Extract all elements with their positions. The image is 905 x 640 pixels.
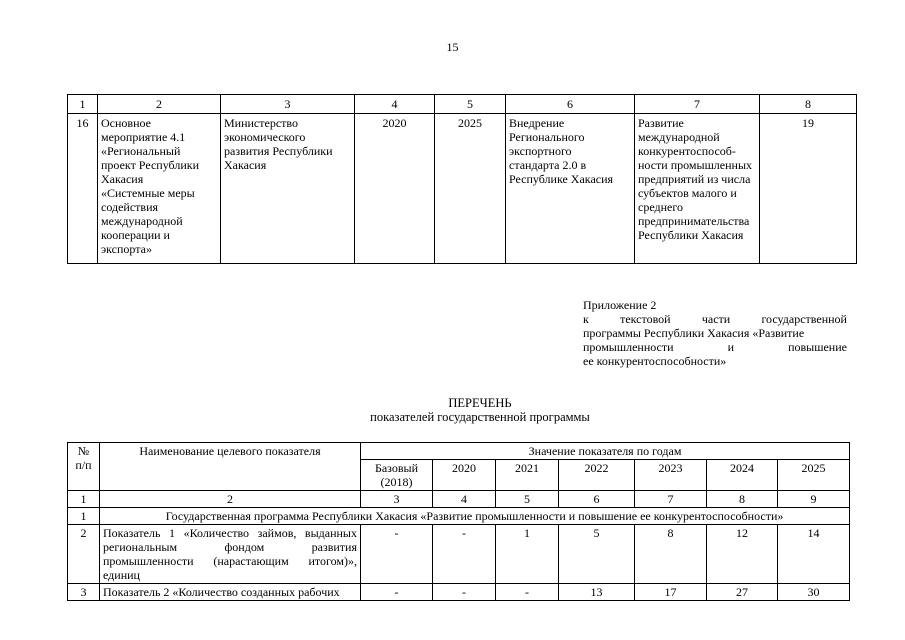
indicator-name: Показатель 2 «Количество созданных рабочих — [100, 584, 361, 601]
numbering-cell: 1 — [68, 491, 100, 508]
indicators-table — [67, 442, 850, 601]
event-line: содействия — [101, 200, 159, 214]
appendix-word: и — [727, 340, 735, 354]
events-table-header-row — [68, 95, 857, 114]
table-row — [68, 525, 850, 584]
col-name-header: Наименование целевого показателя — [100, 443, 361, 491]
indicator-value: 27 — [707, 584, 778, 601]
result-line: Внедрение — [509, 116, 565, 130]
consequence-line: Развитие — [638, 116, 684, 130]
indicator-value: 30 — [778, 584, 850, 601]
event-name — [98, 114, 221, 264]
start-year: 2020 — [355, 114, 435, 264]
row-number: 2 — [68, 525, 100, 584]
col-num-header: № п/п — [68, 443, 100, 491]
appendix-word: государственной — [761, 312, 847, 326]
header-cell: 3 — [221, 95, 355, 114]
year-header: 2023 — [635, 460, 707, 491]
result-line: стандарта 2.0 в — [509, 158, 587, 172]
year-header: 2022 — [559, 460, 635, 491]
appendix-line — [583, 312, 847, 326]
header-cell: 4 — [355, 95, 435, 114]
list-subtitle: показателей государственной программы — [370, 410, 590, 424]
event-line: экспорта» — [101, 242, 152, 256]
header-cell: 8 — [760, 95, 857, 114]
section-title: Государственная программа Республики Хакасия «Развитие промышленности и повышение ее конкурентоспособности» — [100, 508, 850, 525]
appendix-word: промышленности — [583, 340, 674, 354]
event-line: «Системные меры — [101, 186, 195, 200]
header-cell: 7 — [635, 95, 760, 114]
executor-line: экономического — [224, 130, 306, 144]
col-values-header: Значение показателя по годам — [361, 443, 850, 460]
appendix-word: текстовой — [620, 312, 671, 326]
indicator-value: 14 — [778, 525, 850, 584]
indicator-value: 17 — [635, 584, 707, 601]
indicator-value: - — [361, 525, 433, 584]
consequence-line: субъектов малого и — [638, 186, 737, 200]
appendix-line: ее конкурентоспособности» — [583, 354, 727, 368]
indicator-link: 19 — [760, 114, 857, 264]
indicator-value: - — [433, 525, 496, 584]
appendix-caption — [583, 298, 847, 368]
year-header: Базовый (2018) — [361, 460, 433, 491]
numbering-cell: 3 — [361, 491, 433, 508]
consequence-line: предприятий из числа — [638, 172, 751, 186]
executor — [221, 114, 355, 264]
event-line: «Региональный — [101, 144, 181, 158]
events-table-row — [68, 114, 857, 264]
numbering-cell: 2 — [100, 491, 361, 508]
year-header: 2021 — [496, 460, 559, 491]
numbering-row — [68, 491, 850, 508]
header-cell: 6 — [506, 95, 635, 114]
indicator-name: Показатель 1 «Количество займов, выданных региональным фондом развития промышленности (нарастающим итогом)», единиц — [100, 525, 361, 584]
consequence-line: среднего — [638, 200, 683, 214]
appendix-word: повышение — [788, 340, 847, 354]
header-cell: 1 — [68, 95, 98, 114]
numbering-cell: 7 — [635, 491, 707, 508]
event-line: Основное — [101, 116, 151, 130]
end-year: 2025 — [435, 114, 506, 264]
result-line: экспортного — [509, 144, 572, 158]
event-line: Хакасия — [101, 172, 144, 186]
year-header: 2024 — [707, 460, 778, 491]
page-number: 15 — [446, 40, 459, 54]
event-line: проект Республики — [101, 158, 200, 172]
indicator-value: 1 — [496, 525, 559, 584]
indicator-value: 8 — [635, 525, 707, 584]
row-number: 3 — [68, 584, 100, 601]
numbering-cell: 5 — [496, 491, 559, 508]
indicator-value: 5 — [559, 525, 635, 584]
appendix-line: Приложение 2 — [583, 298, 657, 312]
event-line: мероприятие 4.1 — [101, 130, 186, 144]
year-header: 2025 — [778, 460, 850, 491]
executor-line: развития Республики — [224, 144, 333, 158]
appendix-word: к — [583, 312, 589, 326]
event-line: кооперации и — [101, 228, 170, 242]
table-row — [68, 584, 850, 601]
executor-line: Министерство — [224, 116, 298, 130]
row-number: 16 — [68, 114, 98, 264]
section-row — [68, 508, 850, 525]
executor-line: Хакасия — [224, 158, 267, 172]
appendix-line: программы Республики Хакасия «Развитие — [583, 326, 805, 340]
appendix-line — [583, 340, 847, 354]
consequences — [635, 114, 760, 264]
numbering-cell: 8 — [707, 491, 778, 508]
expected-result — [506, 114, 635, 264]
result-line: Регионального — [509, 130, 585, 144]
indicator-value: - — [496, 584, 559, 601]
indicators-header-row — [68, 443, 850, 460]
appendix-word: части — [701, 312, 731, 326]
events-table — [67, 94, 857, 264]
numbering-cell: 6 — [559, 491, 635, 508]
consequence-line: конкурентоспособ- — [638, 144, 736, 158]
consequence-line: Республики Хакасия — [638, 228, 744, 242]
header-cell: 2 — [98, 95, 221, 114]
year-header: 2020 — [433, 460, 496, 491]
indicator-value: 13 — [559, 584, 635, 601]
list-title: ПЕРЕЧЕНЬ — [448, 396, 512, 410]
section-num: 1 — [68, 508, 100, 525]
indicator-value: 12 — [707, 525, 778, 584]
consequence-line: международной — [638, 130, 720, 144]
consequence-line: предпринимательства — [638, 214, 750, 228]
numbering-cell: 9 — [778, 491, 850, 508]
indicator-value: - — [361, 584, 433, 601]
event-line: международной — [101, 214, 183, 228]
numbering-cell: 4 — [433, 491, 496, 508]
indicator-value: - — [433, 584, 496, 601]
result-line: Республике Хакасия — [509, 172, 614, 186]
header-cell: 5 — [435, 95, 506, 114]
consequence-line: ности промышленных — [638, 158, 753, 172]
